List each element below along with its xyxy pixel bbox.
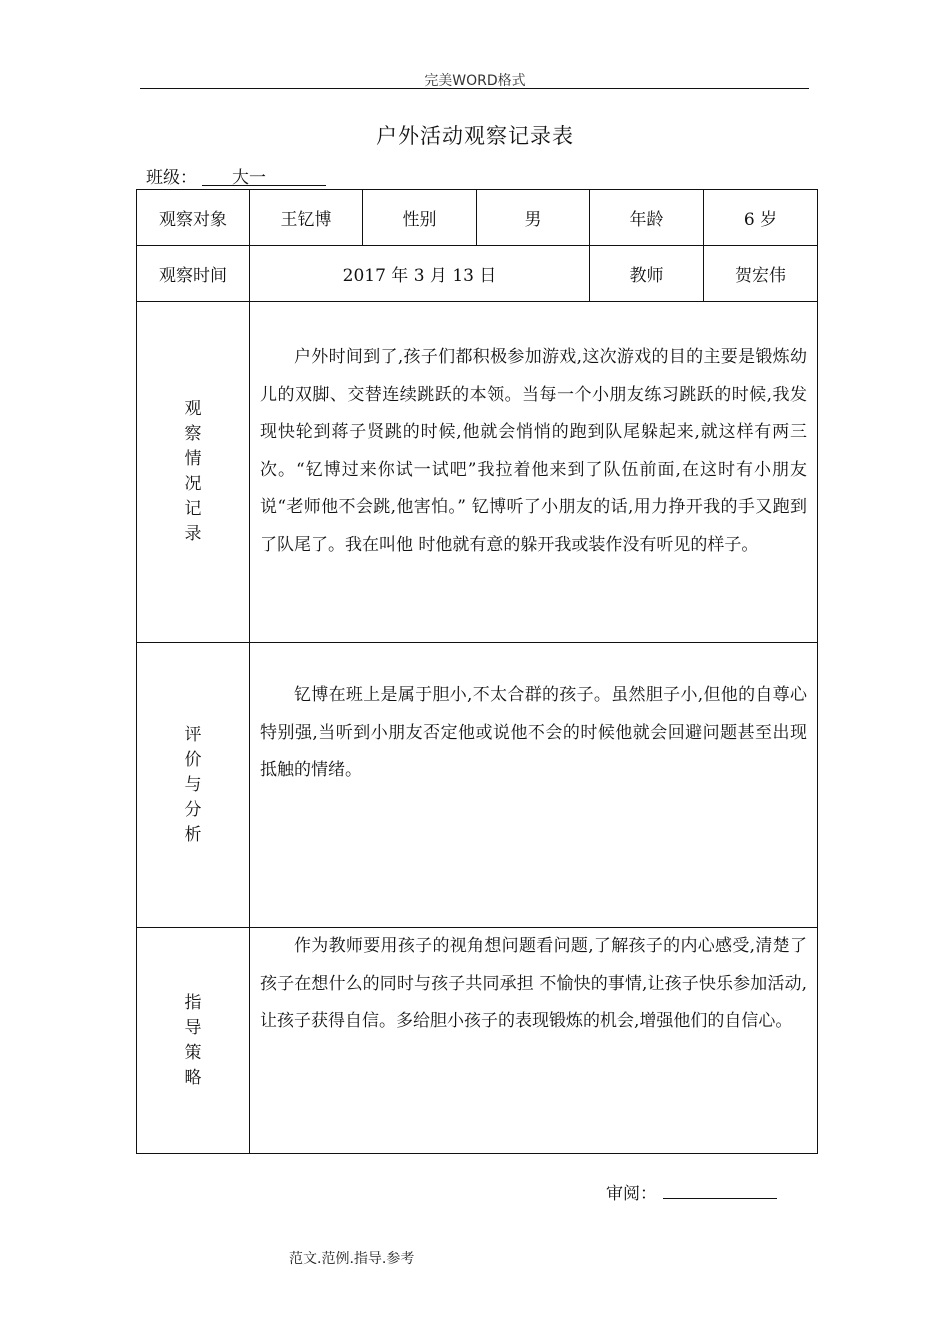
teacher-label: 教师 [590, 246, 704, 302]
age-label: 年龄 [590, 190, 704, 246]
class-value: 大一 [202, 163, 326, 186]
observation-label-cell [137, 302, 250, 643]
class-label: 班级： [146, 168, 197, 188]
evaluation-label-cell [137, 643, 250, 928]
page-header-text: 完美WORD格式 [424, 73, 526, 89]
class-row [146, 163, 266, 188]
strategy-label: 指导策略 [184, 992, 202, 1088]
observation-label: 观察情况记录 [184, 399, 202, 544]
observation-cell [250, 302, 818, 643]
subject-label: 观察对象 [137, 190, 250, 246]
page-footer: 范文.范例.指导.参考 [289, 1251, 415, 1267]
strategy-text: 作为教师要用孩子的视角想问题看问题,了解孩子的内心感受,清楚了孩子在想什么的同时与孩子共同承担 不愉快的事情,让孩子快乐参加活动,让孩子获得自信。多给胆小孩子的表现锻炼的机会,增强他们的自信心。 [260, 936, 807, 1031]
page-title: 户外活动观察记录表 [376, 124, 574, 148]
age-value: 6 岁 [704, 190, 818, 246]
observation-table [136, 189, 818, 1154]
evaluation-cell [250, 643, 818, 928]
strategy-cell [250, 928, 818, 1154]
strategy-label-cell [137, 928, 250, 1154]
gender-value: 男 [477, 190, 590, 246]
header-rule [140, 88, 809, 89]
time-label: 观察时间 [137, 246, 250, 302]
time-value: 2017 年 3 月 13 日 [250, 246, 590, 302]
subject-value: 王钇博 [250, 190, 363, 246]
observation-text: 户外时间到了,孩子们都积极参加游戏,这次游戏的目的主要是锻炼幼儿的双脚、交替连续跳跃的本领。当每一个小朋友练习跳跃的时候,我发现快轮到蒋子贤跳的时候,他就会悄悄的跑到队尾躲起来,就这样有两三次。“钇博过来你试一试吧”我拉着他来到了队伍前面,在这时有小朋友说“老师他不会跳,他害怕。” 钇博听了小朋友的话,用力挣开我的手又跑到了队尾了。我在叫他 时他就有意的躲开我或装作没有听见的样子。 [260, 347, 807, 555]
evaluation-text: 钇博在班上是属于胆小,不太合群的孩子。虽然胆子小,但他的自尊心特别强,当听到小朋友否定他或说他不会的时候他就会回避问题甚至出现抵触的情绪。 [260, 685, 807, 780]
review-label: 审阅： [606, 1184, 657, 1204]
evaluation-label: 评价与分析 [184, 724, 202, 845]
teacher-value: 贺宏伟 [704, 246, 818, 302]
review-signature-line [663, 1198, 777, 1199]
gender-label: 性别 [363, 190, 477, 246]
